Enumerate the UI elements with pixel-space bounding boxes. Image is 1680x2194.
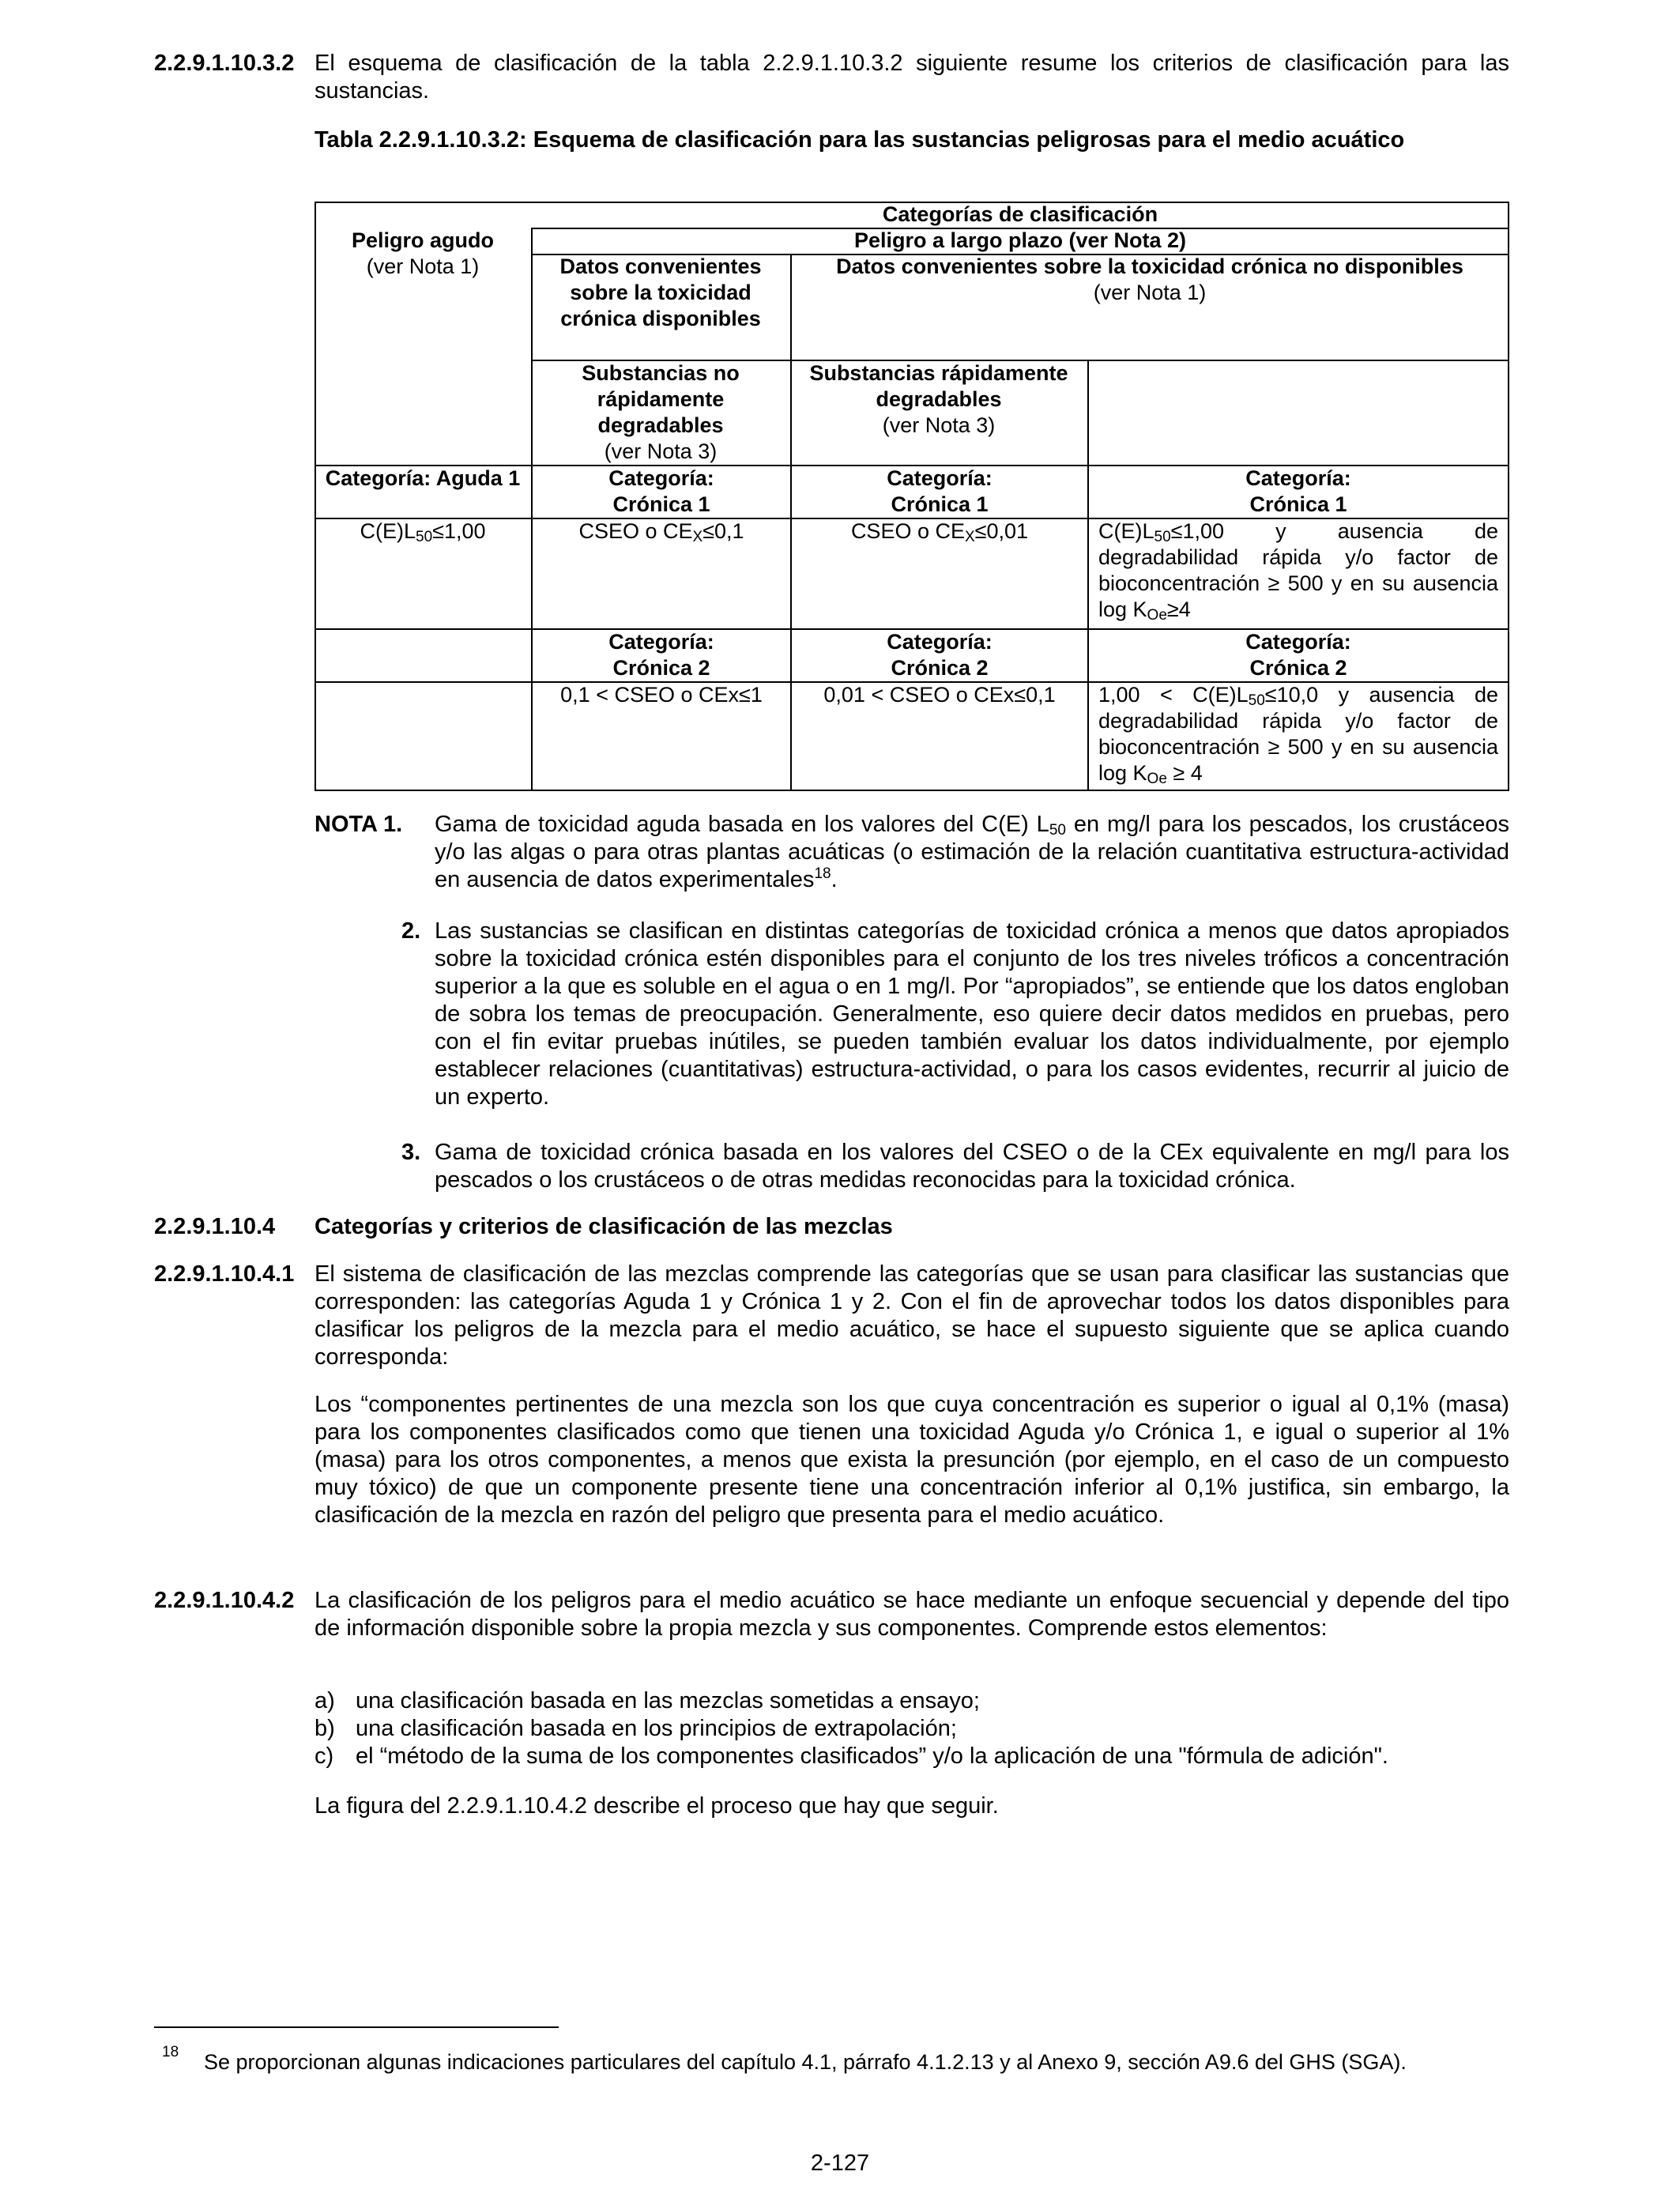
paragraph: La clasificación de los peligros para el medio acuático se hace mediante un enfoque secuencial y depende del tipo de información disponible sobre la propia mezcla y sus componentes. Comprende estos elementos: <box>315 1588 1509 1641</box>
criteria-chronic-2-rapid: 0,01 < CSEO o CEx≤0,1 <box>823 683 1056 707</box>
category-chronic-2: Categoría: Crónica 2 <box>1245 630 1351 680</box>
chronic-data-not-available-header: Datos convenientes sobre la toxicidad crónica no disponibles (ver Nota 1) <box>836 254 1463 304</box>
paragraph: El esquema de clasificación de la tabla 2.2.9.1.10.3.2 siguiente resume los criterios de clasificación para las sustancias. <box>315 51 1509 104</box>
note-2-label: 2. <box>401 918 421 944</box>
footnote-number: 18 <box>162 2044 179 2060</box>
section-number: 2.2.9.1.10.4.1 <box>154 1261 295 1287</box>
category-chronic-2: Categoría: Crónica 2 <box>887 630 993 680</box>
section-number: 2.2.9.1.10.3.2 <box>154 51 295 76</box>
table-header-categories: Categorías de clasificación <box>882 202 1158 226</box>
note-label: NOTA 1. <box>315 812 403 837</box>
paragraph: La figura del 2.2.9.1.10.4.2 describe el proceso que hay que seguir. <box>315 1793 999 1819</box>
category-chronic-1: Categoría: Crónica 1 <box>887 466 993 516</box>
chronic-data-available-header: Datos convenientes sobre la toxicidad crónica disponibles <box>559 254 762 330</box>
long-term-hazard-header: Peligro a largo plazo (ver Nota 2) <box>853 228 1187 252</box>
note-3-label: 3. <box>401 1140 421 1165</box>
category-acute-1: Categoría: Aguda 1 <box>325 466 521 490</box>
category-chronic-1: Categoría: Crónica 1 <box>608 466 714 516</box>
criteria-chronic-2-nonrapid: 0,1 < CSEO o CEx≤1 <box>560 683 763 707</box>
note-3: Gama de toxicidad crónica basada en los valores del CSEO o de la CEx equivalente en mg/l para los pescados o los crustáceos o de otras medidas reconocidas para la toxicidad crónica. <box>435 1140 1509 1193</box>
non-rapid-degradable-header: Substancias no rápidamente degradables (ver Nota 3) <box>582 361 740 463</box>
paragraph: El sistema de clasificación de las mezclas comprende las categorías que se usan para clasificar las sustancias que corresponden: las categorías Aguda 1 y Crónica 1 y 2. Con el fin de aprovechar todos los datos disponibles para clasificar los peligros de la mezcla para el medio acuático, se hace el supuesto siguiente que se aplica cuando corresponda: <box>315 1261 1509 1370</box>
criteria-acute-1: $C(E)L_{50}\le 1,00$ <box>360 519 486 545</box>
category-chronic-1: Categoría: Crónica 1 <box>1245 466 1351 516</box>
acute-hazard-header: Peligro agudo (ver Nota 1) <box>351 228 494 278</box>
table-caption: Tabla 2.2.9.1.10.3.2: Esquema de clasificación para las sustancias peligrosas para el medio acuático <box>315 127 1405 153</box>
page-number: 2-127 <box>810 2151 870 2176</box>
criteria-chronic-2-no-data: $1,00 < C(E)L_{50}\le 10,0$ y ausencia de degradabilidad rápida y/o factor de bioconcentración ≥ 500 y en su ausencia $\log K_{Oe} \ge 4$ <box>1098 683 1499 787</box>
section-number: 2.2.9.1.10.4 <box>154 1214 276 1239</box>
note-2: Las sustancias se clasifican en distintas categorías de toxicidad crónica a menos que datos apropiados sobre la toxicidad crónica estén disponibles para el conjunto de los tres niveles tróficos a concentración superior a la que es soluble en el agua o en 1 mg/l. Por “apropiados”, se entiende que los datos engloban de sobra los temas de preocupación. Generalmente, eso quiere decir datos medidos en pruebas, pero con el fin evitar pruebas inútiles, se pueden también evaluar los datos individualmente, por ejemplo establecer relaciones (cuantitativas) estructura-actividad, o para los casos evidentes, recurrir al juicio de un experto. <box>435 918 1509 1110</box>
footnote-text: Se proporcionan algunas indicaciones particulares del capítulo 4.1, párrafo 4.1.2.13 y al Anexo 9, sección A9.6 del GHS (SGA). <box>204 2050 1407 2074</box>
rapid-degradable-header: Substancias rápidamente degradables (ver Nota 3) <box>809 361 1068 437</box>
classification-table <box>315 202 1509 791</box>
note-1: Gama de toxicidad aguda basada en los valores del C(E) $L_{50}$ en mg/l para los pescados, los crustáceos y/o las algas o para otras plantas acuáticas (o estimación de la relación cuantitativa estructura-actividad en ausencia de datos experimentales$^{18}$. <box>435 812 1509 892</box>
footnote-divider <box>154 2026 559 2028</box>
criteria-chronic-1-no-data: $C(E)L_{50}\le 1,00$ y ausencia de degradabilidad rápida y/o factor de bioconcentración ≥ 500 y en su ausencia $\log K_{Oe}\ge 4$ <box>1098 519 1498 624</box>
criteria-chronic-1-rapid: CSEO o $CE_X\le 0,01$ <box>850 519 1029 545</box>
criteria-chronic-1-nonrapid: CSEO o $CE_X\le 0,1$ <box>578 519 744 545</box>
category-chronic-2: Categoría: Crónica 2 <box>608 630 714 680</box>
section-title: Categorías y criterios de clasificación de las mezclas <box>315 1214 893 1239</box>
section-number: 2.2.9.1.10.4.2 <box>154 1588 295 1613</box>
paragraph: Los “componentes pertinentes de una mezcla son los que cuya concentración es superior o igual al 0,1% (masa) para los componentes clasificados como que tienen una toxicidad Aguda y/o Crónica 1, e igual o superior al 1% (masa) para los otros componentes, a menos que exista la presunción (por ejemplo, en el caso de un compuesto muy tóxico) de que un componente presente tiene una concentración inferior al 0,1% justifica, sin embargo, la clasificación de la mezcla en razón del peligro que presenta para el medio acuático. <box>315 1392 1509 1528</box>
